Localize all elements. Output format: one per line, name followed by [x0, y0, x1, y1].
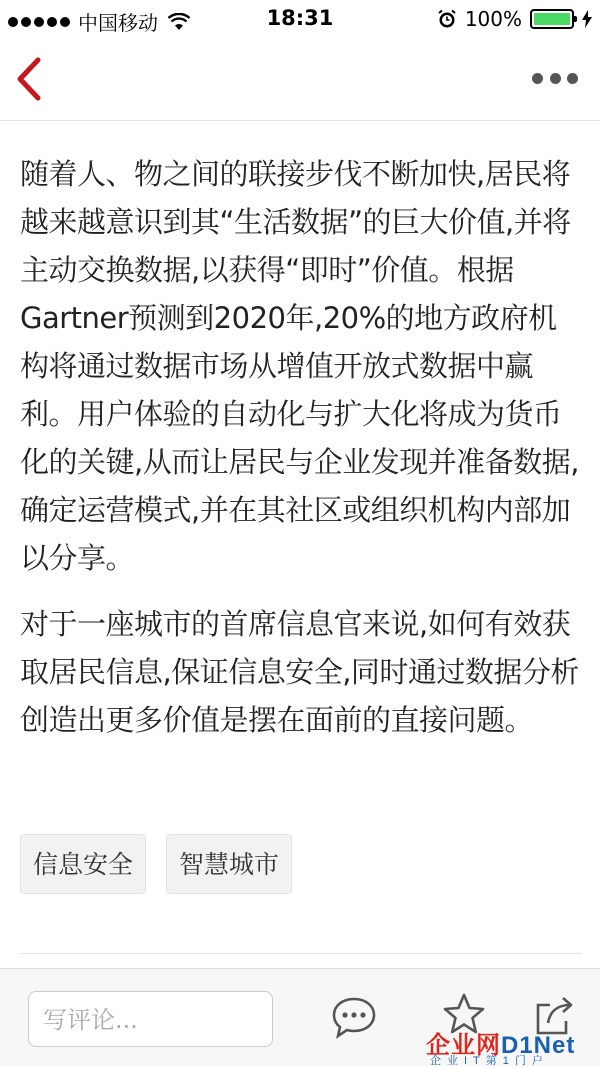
- tag-info-security[interactable]: 信息安全: [20, 834, 146, 894]
- comment-button[interactable]: [330, 995, 378, 1045]
- alarm-icon: [437, 9, 457, 29]
- article-paragraph: 对于一座城市的首席信息官来说,如何有效获取居民信息,保证信息安全,同时通过数据分析创造出更多价值是摆在面前的直接问题。: [20, 607, 579, 737]
- article-paragraph: 随着人、物之间的联接步伐不断加快,居民将越来越意识到其“生活数据”的巨大价值,并将主动交换数据,以获得“即时”价值。根据Gartner预测到2020年,20%的地方政府机构将通过数据市场从增值开放式数据中赢利。用户体验的自动化与扩大化将成为货币化的关键,从而让居民与企业发现并准备数据,确定运营模式,并在其社区或组织机构内部加以分享。: [20, 157, 579, 575]
- battery-icon: [530, 9, 574, 29]
- back-button[interactable]: [10, 54, 50, 104]
- watermark-title: 企业网D1Net: [426, 1032, 576, 1059]
- comment-icon: [330, 995, 378, 1041]
- more-dots-icon: [532, 73, 543, 84]
- divider: [20, 953, 582, 954]
- tag-smart-city[interactable]: 智慧城市: [166, 834, 292, 894]
- status-bar: [0, 0, 600, 38]
- clock-time: 18:31: [266, 6, 334, 30]
- charging-icon: [582, 10, 592, 28]
- watermark-subtitle: 企业IT第1门户: [430, 1055, 549, 1067]
- status-right: [437, 7, 592, 31]
- nav-bar: [0, 38, 600, 121]
- article-body: [20, 150, 585, 762]
- d1net-watermark-logo: [426, 1025, 596, 1065]
- battery-percent: 100%: [464, 7, 522, 31]
- chevron-left-icon: [10, 54, 50, 104]
- tag-list: [20, 834, 292, 894]
- carrier-label: 中国移动: [78, 11, 158, 35]
- more-button[interactable]: [532, 66, 578, 90]
- comment-input[interactable]: 写评论...: [28, 991, 273, 1047]
